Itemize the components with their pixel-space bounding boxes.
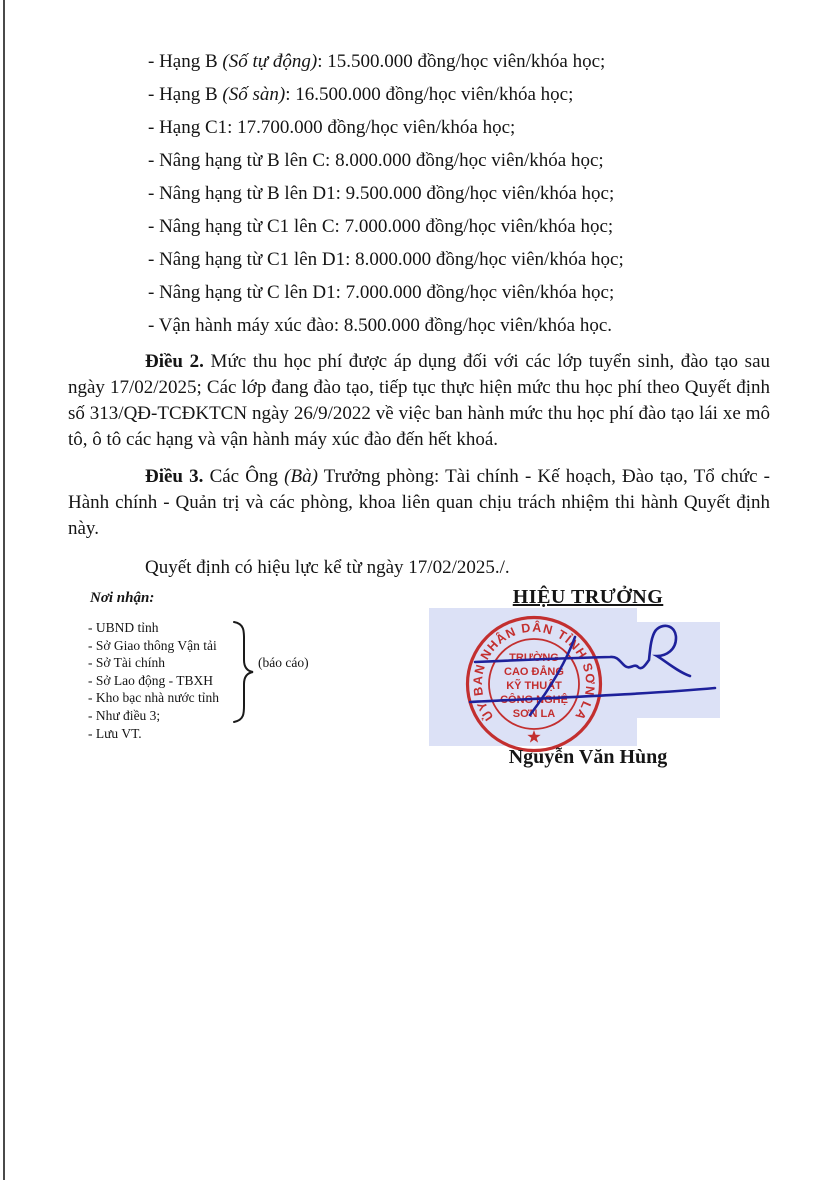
signature-stroke — [530, 637, 575, 715]
stamp-center-line: KỸ THUẬT — [506, 680, 562, 692]
article-2-paragraph — [68, 349, 770, 453]
fee-item — [68, 283, 770, 303]
stamp-ring-text-label: ỦY BAN NHÂN DÂN TỈNH SƠN LA — [470, 620, 598, 724]
recipient-item: - Sở Giao thông Vận tải — [88, 637, 217, 653]
fee-text: - Hạng B — [148, 51, 223, 72]
fee-text: - Vận hành máy xúc đào: 8.500.000 đồng/học viên/khóa học. — [148, 315, 612, 336]
signature-stroke — [470, 688, 715, 702]
fee-item — [68, 85, 770, 105]
stamp-center-line: TRƯỜNG — [509, 652, 559, 664]
recipient-item: - UBND tỉnh — [88, 620, 159, 635]
article-3-text: Trưởng phòng: Tài chính - Kế hoạch, Đào tạo, Tổ chức - Hành chính - Quản trị và các phòng, khoa liên quan chịu trách nhiệm thi hành Quyết định này. — [68, 466, 771, 539]
article-3-label: Điều 3. — [145, 466, 204, 487]
recipient-item: - Sở Tài chính — [88, 655, 166, 671]
document-body — [68, 52, 770, 581]
fee-text: : 15.500.000 đồng/học viên/khóa học; — [317, 51, 606, 72]
fee-text: - Nâng hạng từ C lên D1: 7.000.000 đồng/học viên/khóa học; — [148, 282, 615, 303]
recipients-list — [88, 619, 219, 742]
recipients-heading: Nơi nhận: — [90, 590, 155, 606]
fee-text: : 16.500.000 đồng/học viên/khóa học; — [285, 84, 574, 105]
fee-text-italic: (Số sàn) — [222, 84, 286, 105]
stamp-center-line: CAO ĐẲNG — [504, 666, 564, 678]
stamp-center-line: CÔNG NGHỆ — [500, 694, 568, 706]
fee-text: - Nâng hạng từ B lên C: 8.000.000 đồng/học viên/khóa học; — [148, 150, 604, 171]
recipient-item: - Sở Lao động - TBXH — [88, 672, 214, 688]
scan-edge-line — [3, 0, 5, 1180]
fee-text: - Nâng hạng từ C1 lên C: 7.000.000 đồng/học viên/khóa học; — [148, 216, 614, 237]
article-2-label: Điều 2. — [145, 351, 204, 372]
fee-text: - Hạng C1: 17.700.000 đồng/học viên/khóa học; — [148, 117, 516, 138]
fee-text: - Hạng B — [148, 84, 223, 105]
recipient-item: - Kho bạc nhà nước tỉnh — [88, 690, 220, 706]
handwritten-signature — [450, 610, 730, 750]
fee-item — [68, 184, 770, 204]
fee-item — [68, 316, 770, 336]
fee-text: - Nâng hạng từ C1 lên D1: 8.000.000 đồng/học viên/khóa học; — [148, 249, 624, 270]
signature-stroke — [475, 626, 690, 676]
fee-item — [68, 118, 770, 138]
signer-name: Nguyễn Văn Hùng — [508, 746, 668, 768]
article-3-paragraph — [68, 464, 770, 542]
recipient-item: - Như điều 3; — [88, 707, 161, 723]
fee-item — [68, 151, 770, 171]
effective-date-line: Quyết định có hiệu lực kể từ ngày 17/02/2025./. — [145, 557, 510, 578]
article-2-text: Mức thu học phí được áp dụng đối với các lớp tuyển sinh, đào tạo sau ngày 17/02/2025; Các lớp đang đào tạo, tiếp tục thực hiện mức thu học phí theo Quyết định số 313/QĐ-TCĐKTCN ngày 26/9/2022 về việc ban hành mức thu học phí đào tạo lái xe mô tô, ô tô các hạng và vận hành máy xúc đào đến hết khoá. — [68, 351, 770, 450]
fee-text-italic: (Số tự động) — [222, 51, 318, 72]
fee-text: - Nâng hạng từ B lên D1: 9.500.000 đồng/học viên/khóa học; — [148, 183, 615, 204]
article-3-text: Các Ông — [203, 466, 285, 487]
fee-item — [68, 217, 770, 237]
recipient-item: - Lưu VT. — [88, 725, 142, 741]
stamp-center-line: SƠN LA — [512, 708, 556, 720]
fee-item — [68, 250, 770, 270]
recipients-group-note: (báo cáo) — [258, 655, 309, 670]
signer-title: HIỆU TRƯỞNG — [512, 586, 664, 608]
article-3-text-italic: (Bà) — [284, 466, 318, 487]
fee-item — [68, 52, 770, 72]
recipients-group-brace — [231, 620, 257, 724]
